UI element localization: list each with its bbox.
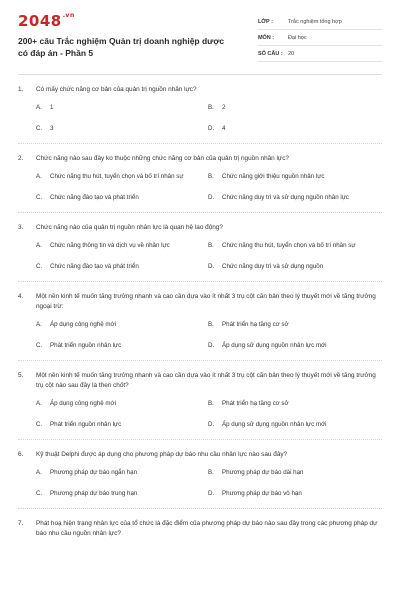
option-letter: A. — [36, 103, 42, 111]
option-text: Chức năng duy trì và sử dụng nguồn — [222, 262, 324, 270]
option-text: Chức năng thông tin và dịch vụ về nhân lực — [50, 241, 170, 249]
meta-value: Trắc nghiệm tổng hợp — [287, 18, 342, 25]
option-letter: B. — [208, 103, 214, 111]
option-text: Chức năng thu hút, tuyển chọn và bố trí nhân sự — [50, 172, 184, 180]
option-text: Chức năng đào tạo và phát triển — [50, 262, 139, 270]
option-letter: B. — [208, 399, 214, 407]
option-text: Phương pháp dự báo vô hạn — [222, 489, 302, 497]
question-item — [18, 440, 382, 509]
option-text: Phát triển nguồn nhân lực — [50, 420, 122, 428]
option-text: 3 — [50, 124, 54, 132]
option-text: Chức năng giới thiệu nguồn nhân lực — [222, 172, 325, 180]
answer-option[interactable] — [36, 483, 208, 504]
option-letter: C. — [36, 420, 43, 428]
option-letter: C. — [36, 489, 43, 497]
question-number: 6. — [18, 451, 24, 458]
logo-text: 2048 — [18, 12, 62, 30]
answer-option[interactable] — [36, 335, 208, 356]
answer-option[interactable] — [208, 256, 380, 277]
question-text-row — [18, 154, 382, 164]
question-text-row — [18, 292, 382, 312]
document-header — [18, 0, 382, 70]
option-letter: D. — [208, 262, 215, 270]
answer-option[interactable] — [208, 118, 380, 139]
meta-value: Đại học — [287, 34, 307, 41]
option-letter: D. — [208, 489, 215, 497]
meta-value: 20 — [287, 50, 295, 57]
question-text-row — [18, 519, 382, 539]
answer-option[interactable] — [36, 462, 208, 483]
header-meta — [258, 12, 382, 70]
question-item — [18, 282, 382, 361]
answer-option[interactable] — [36, 393, 208, 414]
answer-option[interactable] — [208, 166, 380, 187]
option-text: Chức năng duy trì và sử dụng nguồn nhân lực — [222, 193, 349, 201]
option-letter: D. — [208, 124, 215, 132]
answer-option[interactable] — [208, 335, 380, 356]
answer-option[interactable] — [36, 187, 208, 208]
question-number: 2. — [18, 155, 24, 162]
question-item — [18, 509, 382, 539]
option-letter: A. — [36, 172, 42, 180]
question-text: Kỹ thuật Delphi được áp dụng cho phương pháp dự báo nhu cầu nhân lực nào sau đây? — [36, 451, 288, 458]
site-logo[interactable] — [18, 12, 228, 30]
answer-options — [36, 166, 382, 208]
question-number: 5. — [18, 372, 24, 379]
meta-count-row — [258, 46, 382, 62]
option-text: Phương pháp dự báo ngắn hạn — [50, 468, 138, 476]
option-text: Phương pháp dự báo dài hạn — [222, 468, 304, 476]
question-text-row — [18, 371, 382, 391]
option-text: Phương pháp dự báo trung hạn — [50, 489, 138, 497]
question-text: Chức năng nào của quản trị nguồn nhân lực là quan hệ lao động? — [36, 224, 223, 231]
answer-option[interactable] — [208, 314, 380, 335]
logo-suffix: .vn — [62, 12, 75, 19]
question-text: Có mấy chức năng cơ bản của quản trị nguồn nhân lực? — [36, 86, 197, 93]
question-text: Chức năng nào sau đây ko thuộc những chức năng cơ bản của quản trị nguồn nhân lực? — [36, 155, 289, 162]
question-list — [18, 75, 382, 539]
option-letter: C. — [36, 262, 43, 270]
answer-option[interactable] — [36, 256, 208, 277]
option-letter: B. — [208, 172, 214, 180]
answer-option[interactable] — [36, 314, 208, 335]
option-letter: A. — [36, 241, 42, 249]
answer-options — [36, 314, 382, 356]
question-number: 4. — [18, 293, 24, 300]
option-letter: B. — [208, 468, 214, 476]
meta-label: LỚP : — [257, 18, 273, 25]
answer-option[interactable] — [208, 187, 380, 208]
option-letter: C. — [36, 124, 43, 132]
option-text: Chức năng đào tạo và phát triển — [50, 193, 139, 201]
document-title: 200+ câu Trắc nghiệm Quản trị doanh nghiệp dược có đáp án - Phần 5 — [18, 36, 225, 58]
option-text: 4 — [222, 124, 226, 132]
meta-label: SỐ CÂU : — [257, 50, 283, 57]
option-letter: B. — [208, 320, 214, 328]
option-letter: A. — [36, 399, 42, 407]
meta-class-row — [258, 14, 382, 30]
answer-option[interactable] — [36, 235, 208, 256]
option-text: Phát triển nguồn nhân lực — [50, 341, 122, 349]
option-letter: D. — [208, 341, 215, 349]
question-text-row — [18, 450, 382, 460]
question-text: Phát hoạ hiện trạng nhân lực của tổ chức là đặc điểm của phương pháp dự báo nào sau đây trong các phương pháp dự báo nhu cầu nguồn nhân lực? — [36, 520, 378, 537]
answer-options — [36, 393, 382, 435]
option-text: Áp dụng công nghệ mới — [50, 320, 116, 328]
answer-option[interactable] — [208, 97, 380, 118]
question-item — [18, 361, 382, 440]
option-text: 2 — [222, 103, 226, 111]
option-letter: C. — [36, 341, 43, 349]
option-text: Chức năng thu hút, tuyển chọn và bố trí nhân sự — [222, 241, 356, 249]
option-text: Áp dụng sử dụng nguồn nhân lực mới — [222, 341, 327, 349]
option-letter: C. — [36, 193, 43, 201]
answer-option[interactable] — [208, 414, 380, 435]
meta-label: MÔN : — [257, 34, 275, 41]
answer-option[interactable] — [36, 118, 208, 139]
question-number: 7. — [18, 520, 24, 527]
question-number: 3. — [18, 224, 24, 231]
question-item — [18, 213, 382, 282]
option-text: 1 — [50, 103, 54, 111]
header-left — [18, 12, 228, 70]
answer-option[interactable] — [36, 166, 208, 187]
option-text: Áp dụng công nghệ mới — [50, 399, 116, 407]
option-letter: A. — [36, 468, 42, 476]
answer-option[interactable] — [208, 462, 380, 483]
answer-options — [36, 235, 382, 277]
answer-option[interactable] — [208, 393, 380, 414]
meta-subject-row — [258, 30, 382, 46]
answer-option[interactable] — [208, 483, 380, 504]
answer-option[interactable] — [208, 235, 380, 256]
answer-options — [36, 462, 382, 504]
question-text: Một nền kinh tế muốn tăng trưởng nhanh và cao cần dựa vào ít nhất 3 trụ cột căn bản theo lý thuyết mới về tăng trưởng trụ cột nào sau đây là then chốt? — [36, 372, 376, 389]
option-text: Phát triển hạ tầng cơ sở — [222, 399, 289, 407]
option-text: Phát triển hạ tầng cơ sở — [222, 320, 289, 328]
option-letter: D. — [208, 420, 215, 428]
answer-options — [36, 97, 382, 139]
question-text: Một nền kinh tế muốn tăng trưởng nhanh và cao cần dựa vào ít nhất 3 trụ cột căn bản theo lý thuyết mới về tăng trưởng ngoại trừ: — [36, 293, 376, 310]
question-number: 1. — [18, 86, 24, 93]
option-text: Áp dụng sử dụng nguồn nhân lực mới — [222, 420, 327, 428]
answer-option[interactable] — [36, 97, 208, 118]
question-item — [18, 144, 382, 213]
question-text-row — [18, 85, 382, 95]
question-text-row — [18, 223, 382, 233]
question-item — [18, 75, 382, 144]
option-letter: A. — [36, 320, 42, 328]
answer-option[interactable] — [36, 414, 208, 435]
option-letter: B. — [208, 241, 214, 249]
option-letter: D. — [208, 193, 215, 201]
